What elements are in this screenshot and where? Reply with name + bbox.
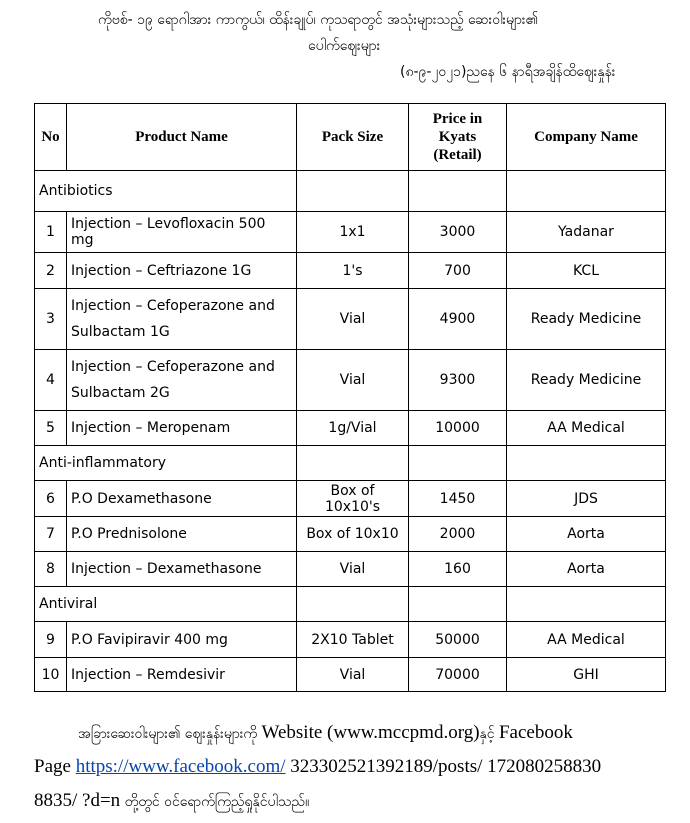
row-number: 10: [35, 658, 67, 692]
price: 4900: [409, 289, 507, 350]
price: 70000: [409, 658, 507, 692]
facebook-reference: Facebook: [498, 722, 573, 743]
category-row: [35, 587, 666, 622]
table-row: [35, 658, 666, 692]
pack-size: 1g/Vial: [297, 411, 409, 446]
footer-line-2: [34, 756, 601, 778]
header-company-name: Company Name: [507, 104, 666, 171]
company-name: Aorta: [507, 517, 666, 552]
facebook-url-rest: 323302521392189/posts/ 172080258830: [290, 756, 602, 777]
header-no: No: [35, 104, 67, 171]
company-name: GHI: [507, 658, 666, 692]
header-price: Price in Kyats (Retail): [409, 104, 507, 171]
row-number: 2: [35, 253, 67, 289]
footer-text-and: နှင့်: [479, 726, 495, 742]
product-name: Injection – Dexamethasone: [67, 552, 297, 587]
product-name: P.O Dexamethasone: [67, 481, 297, 517]
price: 2000: [409, 517, 507, 552]
table-row: [35, 253, 666, 289]
company-name: AA Medical: [507, 622, 666, 658]
category-row: [35, 171, 666, 212]
facebook-link[interactable]: https://www.facebook.com/: [75, 756, 286, 777]
pack-size: 1x1: [297, 212, 409, 253]
footer-text-my: အခြားဆေးဝါးများ၏ ဈေးနှုန်းများကို: [78, 726, 258, 742]
pack-size: 2X10 Tablet: [297, 622, 409, 658]
row-number: 8: [35, 552, 67, 587]
price: 10000: [409, 411, 507, 446]
price: 1450: [409, 481, 507, 517]
price: 160: [409, 552, 507, 587]
title-line-2: ပေါက်ဈေးများ: [308, 38, 381, 54]
table-row: [35, 411, 666, 446]
price: 9300: [409, 350, 507, 411]
product-name: Injection – Cefoperazone and Sulbactam 2G: [67, 350, 297, 411]
price: 700: [409, 253, 507, 289]
company-name: KCL: [507, 253, 666, 289]
footer-line-3: [34, 790, 309, 813]
footer-closing-text: တို့တွင် ဝင်ရောက်ကြည့်ရှုနိုင်ပါသည်။: [124, 794, 310, 810]
product-name: Injection – Meropenam: [67, 411, 297, 446]
product-name: P.O Prednisolone: [67, 517, 297, 552]
row-number: 1: [35, 212, 67, 253]
company-name: Yadanar: [507, 212, 666, 253]
company-name: Ready Medicine: [507, 289, 666, 350]
title-line-1: ကိုဗစ်- ၁၉ ရောဂါအား ကာကွယ်၊ ထိန်းချုပ်၊ ကုသရာတွင် အသုံးများသည့် ဆေးဝါးများ၏: [98, 12, 539, 28]
product-name: Injection – Levofloxacin 500 mg: [67, 212, 297, 253]
category-row: [35, 446, 666, 481]
row-number: 4: [35, 350, 67, 411]
table-row: [35, 517, 666, 552]
facebook-url-end: 8835/ ?d=n: [34, 790, 121, 811]
pack-size: Box of 10x10: [297, 517, 409, 552]
price: 50000: [409, 622, 507, 658]
footer-line-1: [78, 722, 573, 745]
header-pack-size: Pack Size: [297, 104, 409, 171]
price: 3000: [409, 212, 507, 253]
pack-size: Box of 10x10's: [297, 481, 409, 517]
header-product-name: Product Name: [67, 104, 297, 171]
pack-size: Vial: [297, 658, 409, 692]
product-name: Injection – Remdesivir: [67, 658, 297, 692]
product-name: Injection – Cefoperazone and Sulbactam 1G: [67, 289, 297, 350]
row-number: 5: [35, 411, 67, 446]
company-name: Aorta: [507, 552, 666, 587]
website-reference: Website (www.mccpmd.org): [261, 722, 480, 743]
table-row: [35, 212, 666, 253]
table-row: [35, 481, 666, 517]
price-table: [34, 103, 666, 692]
company-name: Ready Medicine: [507, 350, 666, 411]
row-number: 6: [35, 481, 67, 517]
pack-size: Vial: [297, 350, 409, 411]
table-row: [35, 350, 666, 411]
table-row: [35, 622, 666, 658]
table-row: [35, 289, 666, 350]
row-number: 3: [35, 289, 67, 350]
pack-size: 1's: [297, 253, 409, 289]
company-name: AA Medical: [507, 411, 666, 446]
pack-size: Vial: [297, 552, 409, 587]
table-header-row: [35, 104, 666, 171]
category-label: Antibiotics: [35, 171, 297, 212]
category-label: Anti-inflammatory: [35, 446, 297, 481]
company-name: JDS: [507, 481, 666, 517]
row-number: 9: [35, 622, 67, 658]
product-name: Injection – Ceftriazone 1G: [67, 253, 297, 289]
pack-size: Vial: [297, 289, 409, 350]
row-number: 7: [35, 517, 67, 552]
category-label: Antiviral: [35, 587, 297, 622]
price-date-line: (၈-၉-၂၀၂၁)ညနေ ၆ နာရီအချိန်ထိဈေးနှုန်း: [400, 64, 616, 80]
footer-page-word: Page: [34, 756, 71, 777]
table-row: [35, 552, 666, 587]
product-name: P.O Favipiravir 400 mg: [67, 622, 297, 658]
